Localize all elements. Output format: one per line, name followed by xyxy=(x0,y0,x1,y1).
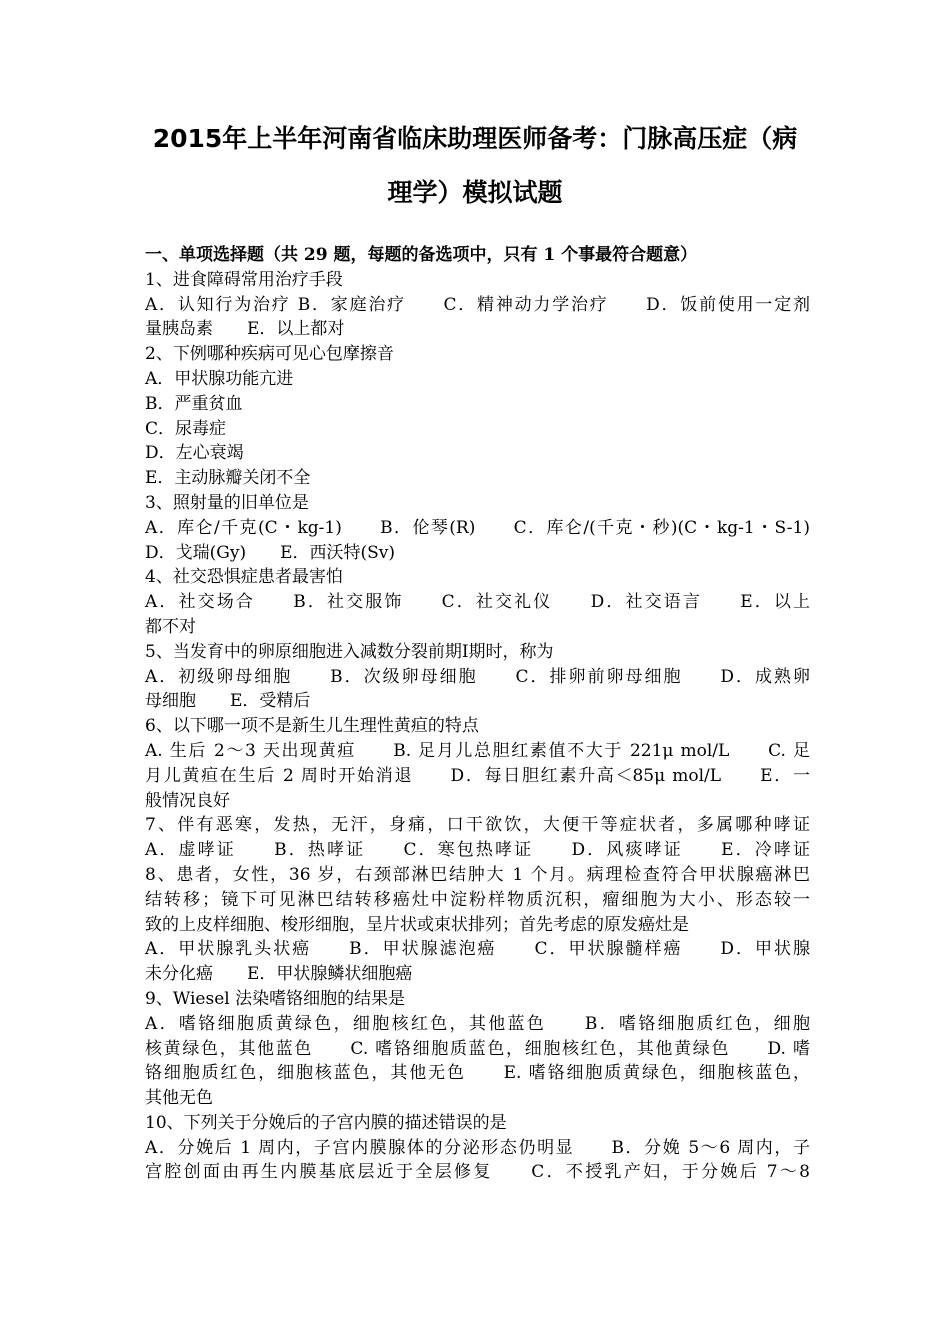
title-line-1: 2015年上半年河南省临床助理医师备考：门脉高压症（病 xyxy=(152,124,798,153)
text-line: D．左心衰竭 xyxy=(145,443,244,464)
text-line: A．甲状腺功能亢进 xyxy=(145,368,294,389)
text-line: 般情况良好 xyxy=(145,790,230,811)
text-line: C．尿毒症 xyxy=(145,418,227,439)
text-line: E．主动脉瓣关闭不全 xyxy=(145,468,311,489)
text-line: 母细胞 E．受精后 xyxy=(145,691,311,712)
text-line: 其他无色 xyxy=(145,1088,213,1109)
text-line: 1、进食障碍常用治疗手段 xyxy=(145,269,343,290)
text-line: 铬细胞质红色，细胞核蓝色，其他无色 E. 嗜铬细胞质黄绿色，细胞核蓝色， xyxy=(145,1063,810,1084)
text-line: 9、Wiesel 法染嗜铬细胞的结果是 xyxy=(145,988,406,1009)
question-section xyxy=(145,243,810,1185)
text-line: 6、以下哪一项不是新生儿生理性黄疸的特点 xyxy=(145,716,479,737)
text-line: A．初级卵母细胞 B．次级卵母细胞 C．排卵前卵母细胞 D．成熟卵 xyxy=(145,666,810,687)
section-heading: 一、单项选择题（共 29 题，每题的备选项中，只有 1 个事最符合题意） xyxy=(145,245,698,265)
question-lines xyxy=(145,268,810,1185)
text-line: 致的上皮样细胞、梭形细胞，呈片状或束状排列；首先考虑的原发癌灶是 xyxy=(145,914,689,935)
text-line: 10、下列关于分娩后的子宫内膜的描述错误的是 xyxy=(145,1112,507,1133)
text-line: 8、患者，女性，36 岁，右颈部淋巴结肿大 1 个月。病理检查符合甲状腺癌淋巴 xyxy=(145,864,810,885)
title-line-2: 理学）模拟试题 xyxy=(387,178,563,207)
text-line: 核黄绿色，其他蓝色 C. 嗜铬细胞质蓝色，细胞核红色，其他黄绿色 D. 嗜 xyxy=(145,1038,810,1059)
text-line: A．虚哮证 B．热哮证 C．寒包热哮证 D．风痰哮证 E．冷哮证 xyxy=(145,840,810,861)
text-line: B．严重贫血 xyxy=(145,393,243,414)
document-title xyxy=(0,112,950,220)
text-line: 量胰岛素 E．以上都对 xyxy=(145,319,345,340)
text-line: 7、伴有恶寒，发热，无汗，身痛，口干欲饮，大便干等症状者，多属哪种哮证 xyxy=(145,815,810,836)
text-line: 5、当发育中的卵原细胞进入减数分裂前期Ⅰ期时，称为 xyxy=(145,641,554,662)
text-line: 都不对 xyxy=(145,616,196,637)
text-line: 月儿黄疸在生后 2 周时开始消退 D．每日胆红素升高＜85μ mol/L E．一 xyxy=(145,765,810,786)
text-line: A．认知行为治疗 B．家庭治疗 C．精神动力学治疗 D．饭前使用一定剂 xyxy=(145,294,810,315)
text-line: A．分娩后 1 周内，子宫内膜腺体的分泌形态仍明显 B．分娩 5～6 周内，子 xyxy=(145,1137,810,1158)
text-line: A. 生后 2～3 天出现黄疸 B. 足月儿总胆红素值不大于 221μ mol/L C. 足 xyxy=(145,740,810,761)
text-line: 未分化癌 E．甲状腺鳞状细胞癌 xyxy=(145,964,413,985)
text-line: A．甲状腺乳头状癌 B．甲状腺滤泡癌 C．甲状腺髓样癌 D．甲状腺 xyxy=(145,939,810,960)
text-line: 3、照射量的旧单位是 xyxy=(145,492,309,513)
text-line: A．嗜铬细胞质黄绿色，细胞核红色，其他蓝色 B．嗜铬细胞质红色，细胞 xyxy=(145,1013,810,1034)
text-line: 2、下例哪种疾病可见心包摩擦音 xyxy=(145,344,394,365)
text-line: 4、社交恐惧症患者最害怕 xyxy=(145,567,343,588)
text-line: 宫腔创面由再生内膜基底层近于全层修复 C．不授乳产妇，于分娩后 7～8 xyxy=(145,1162,810,1183)
text-line: A．社交场合 B．社交服饰 C．社交礼仪 D．社交语言 E．以上 xyxy=(145,592,810,613)
text-line: A．库仑/千克(C・kg-1) B．伦琴(R) C．库仑/(千克・秒)(C・kg-1・S-1) xyxy=(145,517,810,538)
text-line: 结转移；镜下可见淋巴结转移癌灶中淀粉样物质沉积，瘤细胞为大小、形态较一 xyxy=(145,889,810,910)
text-line: D．戈瑞(Gy) E．西沃特(Sv) xyxy=(145,542,396,563)
